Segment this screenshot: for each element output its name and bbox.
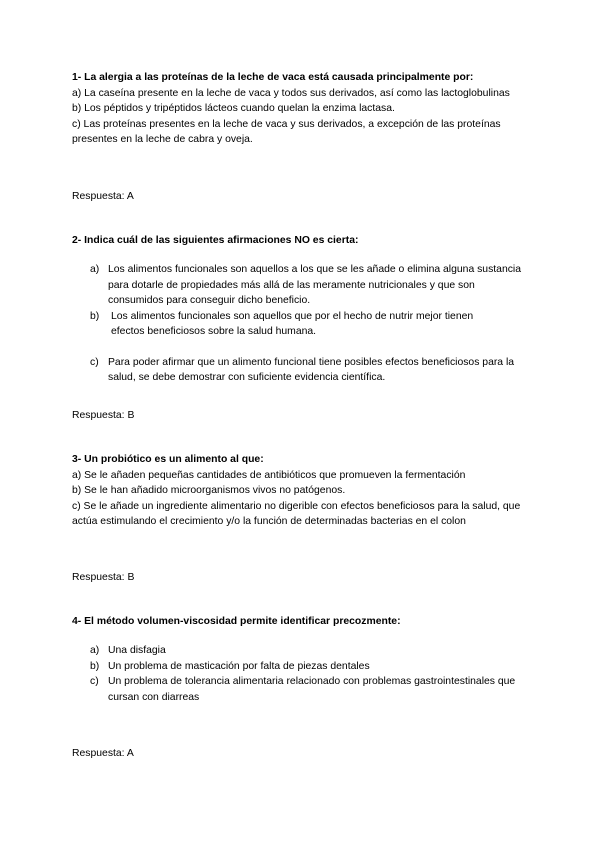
question-2-options	[72, 262, 522, 386]
option-c	[72, 674, 522, 705]
option-marker: a)	[90, 264, 100, 275]
option-text: Un problema de masticación por falta de piezas dentales	[108, 660, 370, 672]
answer-3: Respuesta: B	[72, 572, 135, 583]
option-text: Los alimentos funcionales son aquellos a los que se les añade o elimina alguna sustancia para dotarle de propiedades más allá de las meramente nutricionales y que son consumidos para conseguir dicho beneficio.	[108, 264, 522, 306]
option-marker: b)	[90, 310, 100, 322]
answer-1: Respuesta: A	[72, 191, 134, 202]
option-text: Una disfagia	[108, 645, 166, 656]
option-c: c) Las proteínas presentes en la leche de vaca y sus derivados, a excepción de las proteínas presentes en la leche de cabra y oveja.	[72, 118, 501, 145]
option-marker: a)	[90, 645, 100, 656]
option-text: Un problema de tolerancia alimentaria relacionado con problemas gastrointestinales que cursan con diarreas	[108, 676, 516, 703]
question-title: 2- Indica cuál de las siguientes afirmaciones NO es cierta:	[72, 235, 359, 246]
question-title: 4- El método volumen-viscosidad permite identificar precozmente:	[72, 616, 401, 627]
option-text: Los alimentos funcionales son aquellos que por el hecho de nutrir mejor tienen efectos beneficiosos sobre la salud humana.	[111, 310, 474, 337]
option-b	[72, 309, 522, 340]
option-text: Para poder afirmar que un alimento funcional tiene posibles efectos beneficiosos para la salud, se debe demostrar con suficiente evidencia científica.	[108, 356, 515, 383]
question-4-options	[72, 643, 522, 705]
option-marker: c)	[90, 676, 99, 687]
question-3	[72, 452, 522, 530]
question-title: 1- La alergia a las proteínas de la leche de vaca está causada principalmente por:	[72, 72, 474, 83]
option-a: a) Se le añaden pequeñas cantidades de antibióticos que promueven la fermentación	[72, 469, 466, 481]
option-a	[72, 262, 522, 309]
option-a	[72, 643, 522, 659]
option-b: b) Se le han añadido microorganismos vivos no patógenos.	[72, 485, 346, 496]
question-1	[72, 70, 522, 148]
question-2	[72, 233, 522, 249]
question-title: 3- Un probiótico es un alimento al que:	[72, 454, 264, 465]
option-c	[72, 355, 522, 386]
option-marker: b)	[90, 660, 100, 672]
option-c: c) Se le añade un ingrediente alimentario no digerible con efectos beneficiosos para la salud, que actúa estimulando el crecimiento y/o la función de determinadas bacterias en el colon	[72, 500, 521, 527]
option-b	[72, 659, 522, 675]
question-4	[72, 614, 522, 630]
answer-2: Respuesta: B	[72, 410, 135, 421]
option-a: a) La caseína presente en la leche de vaca y todos sus derivados, así como las lactoglobulinas	[72, 87, 510, 99]
option-b: b) Los péptidos y tripéptidos lácteos cuando quelan la enzima lactasa.	[72, 103, 395, 114]
option-marker: c)	[90, 356, 99, 368]
answer-4: Respuesta: A	[72, 748, 134, 759]
